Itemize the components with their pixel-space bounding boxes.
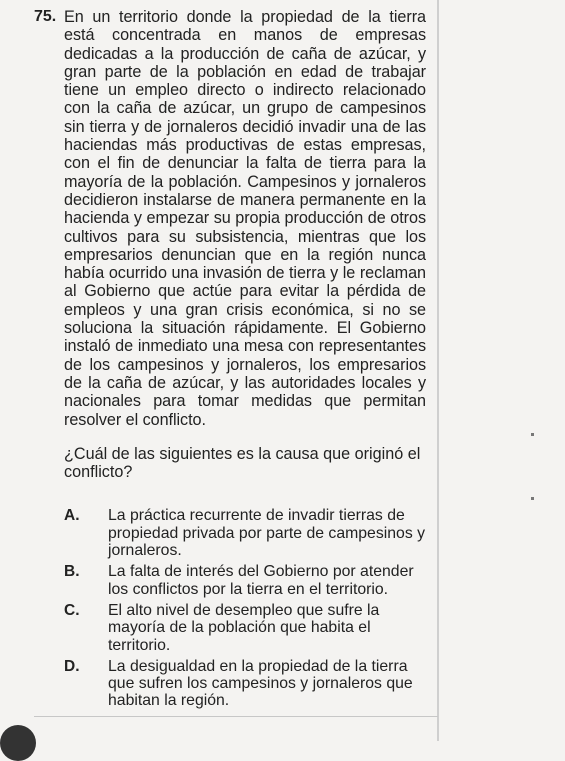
option-c[interactable] — [64, 602, 426, 654]
option-letter: B. — [64, 563, 80, 581]
option-letter: D. — [64, 657, 80, 675]
option-a[interactable] — [64, 507, 426, 559]
question-paragraph: En un territorio donde la propiedad de la tierra está concentrada en manos de empresas dedicadas a la producción de caña de azúcar, y gran parte de la población en edad de trabajar tiene un empleo directo o indirecto relacionado con la caña de azúcar, un grupo de campesinos sin tierra y de jornaleros decidió invadir una de las haciendas más productivas de estas empresas, con el fin de denunciar la falta de tierra para la mayoría de la población. Campesinos y jornaleros decidieron instalarse de manera permanente en la hacienda y empezar su propia producción de otros cultivos para su subsistencia, mientras que los empresarios denuncian que en la región nunca había ocurrido una invasión de tierra y le reclaman al Gobierno que actúe para evitar la pérdida de empleos y una gran crisis económica, si no se soluciona la situación rápidamente. El Gobierno instaló de inmediato una mesa con representantes de los campesinos y jornaleros, los empresarios de la caña de azúcar, y las autoridades locales y nacionales para tomar medidas que permitan resolver el conflicto. — [64, 8, 426, 429]
option-b[interactable] — [64, 563, 426, 598]
option-text: La práctica recurrente de invadir tierras de propiedad privada por parte de campesinos y jornaleros. — [108, 507, 426, 560]
page-edge-divider — [437, 0, 439, 741]
question-number: 75. — [34, 8, 57, 25]
option-text: La falta de interés del Gobierno por atender los conflictos por la tierra en el territorio. — [108, 563, 414, 598]
question-block — [34, 8, 426, 714]
margin-mark — [531, 433, 534, 436]
option-letter: C. — [64, 601, 80, 619]
page-corner-mark — [0, 725, 36, 761]
option-d[interactable] — [64, 658, 426, 710]
margin-mark — [531, 497, 534, 500]
option-text: La desigualdad en la propiedad de la tierra que sufren los campesinos y jornaleros que habitan la región. — [108, 657, 413, 710]
option-text: El alto nivel de desempleo que sufre la mayoría de la población que habita el territorio. — [108, 601, 380, 654]
bottom-rule — [34, 716, 438, 717]
answer-options — [64, 507, 426, 709]
option-letter: A. — [64, 507, 80, 525]
question-prompt: ¿Cuál de las siguientes es la causa que originó el conflicto? — [64, 444, 421, 482]
